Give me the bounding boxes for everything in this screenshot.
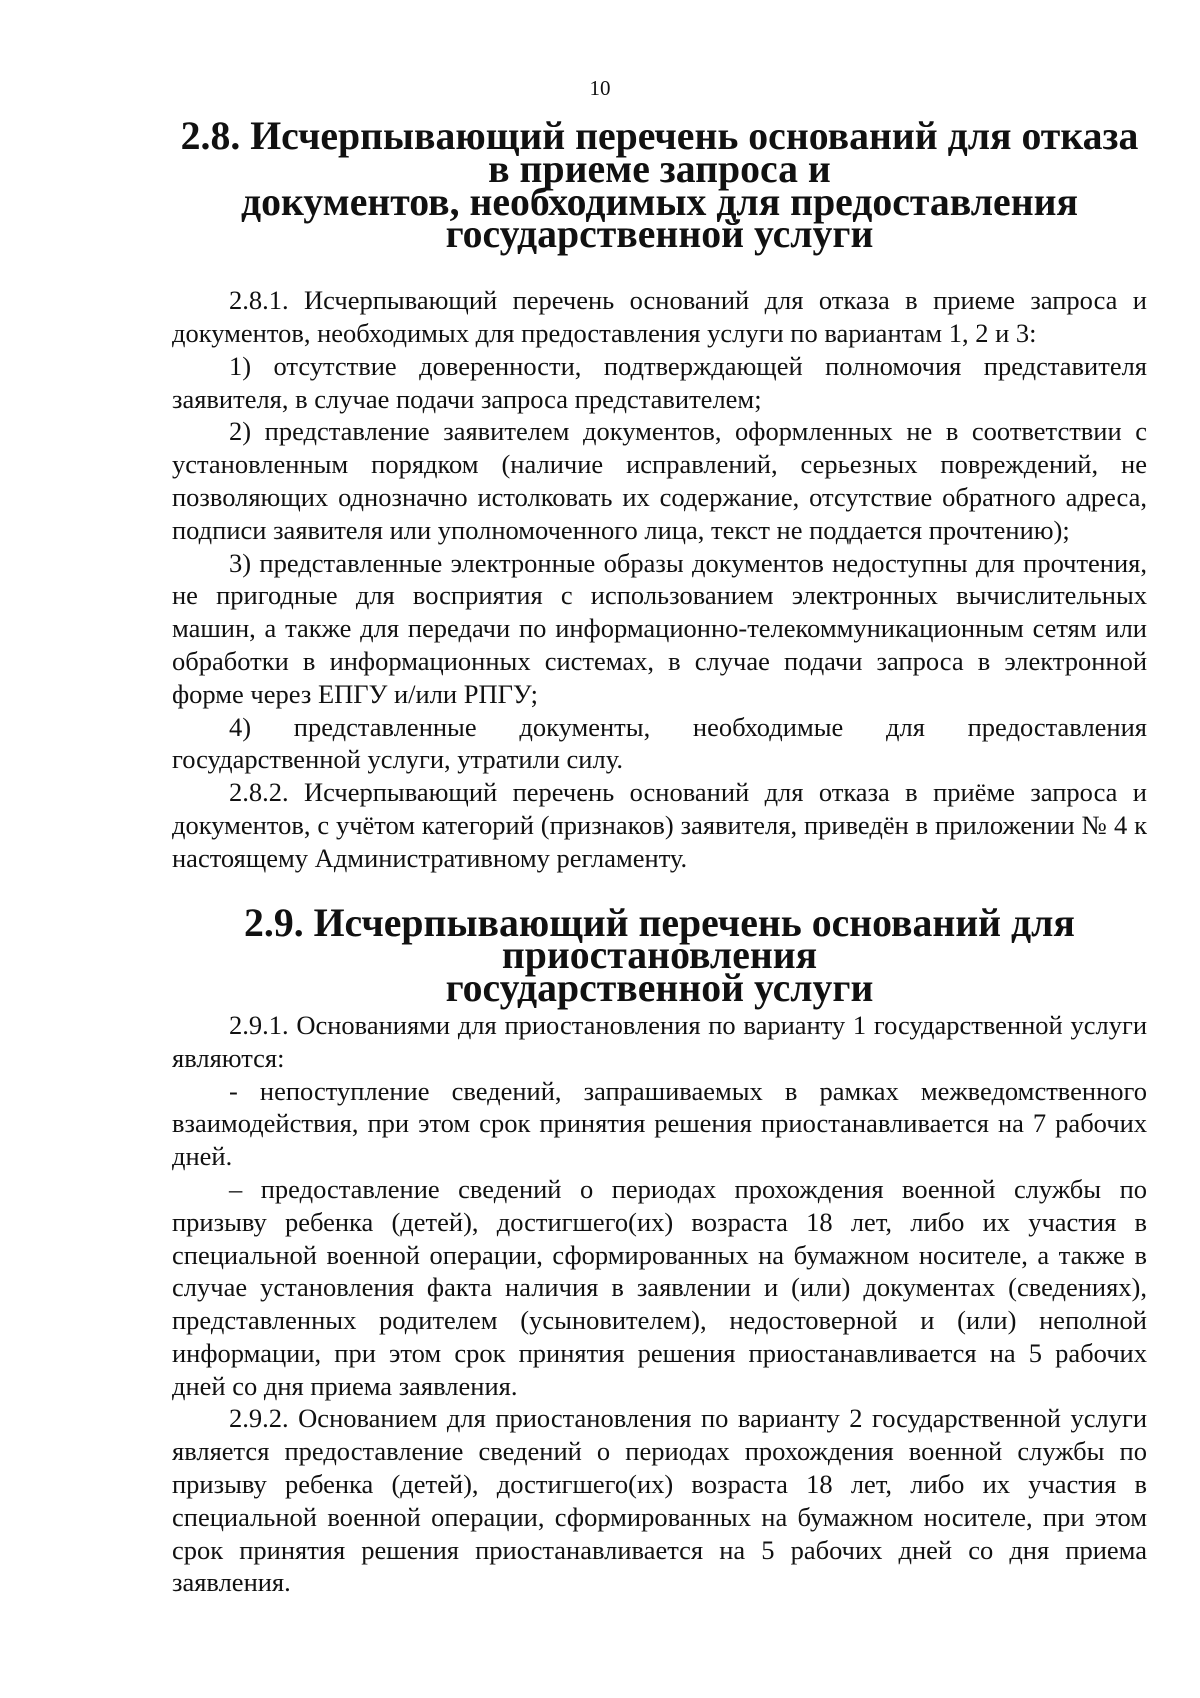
list-item-1: 1) отсутствие доверенности, подтверждающей полномочия представителя заявителя, в случае подачи запроса представителем; bbox=[172, 350, 1147, 414]
heading-line: 2.8. Исчерпывающий перечень оснований для отказа в приеме запроса и bbox=[180, 114, 1139, 191]
dash-item-2: – предоставление сведений о периодах прохождения военной службы по призыву ребенка (детей), достигшего(их) возраста 18 лет, либо их участия в специальной военной операции, сформированных на бумажном носителе, а также в случае установления факта наличия в заявлении и (или) документах (сведениях), представленных родителем (усыновителем), недостоверной и (или) неполной информации, при этом срок принятия решения приостанавливается на 5 рабочих дней со дня приема заявления. bbox=[172, 1173, 1147, 1401]
list-item-2: 2) представление заявителем документов, оформленных не в соответствии с установленным порядком (наличие исправлений, серьезных повреждений, не позволяющих однозначно истолковать их содержание, отсутствие обратного адреса, подписи заявителя или уполномоченного лица, текст не поддается прочтению); bbox=[172, 416, 1147, 545]
heading-line: государственной услуги bbox=[445, 966, 874, 1011]
paragraph-2-8-2: 2.8.2. Исчерпывающий перечень оснований для отказа в приёме запроса и документов, с учётом категорий (признаков) заявителя, приведён в приложении № 4 к настоящему Административному регламенту. bbox=[172, 777, 1147, 873]
list-item-3: 3) представленные электронные образы документов недоступны для прочтения, не пригодные для восприятия с использованием электронных вычислительных машин, а также для передачи по информационно-телекоммуникационным сетям или обработки в информационных системах, в случае подачи запроса в электронной форме через ЕПГУ и/или РПГУ; bbox=[172, 547, 1147, 709]
heading-line: документов, необходимых для предоставления государственной услуги bbox=[240, 179, 1079, 257]
section-2-8-heading bbox=[172, 114, 1147, 257]
paragraph-2-9-1: 2.9.1. Основаниями для приостановления по варианту 1 государственной услуги являются: bbox=[172, 1009, 1147, 1073]
section-2-9-heading bbox=[172, 900, 1147, 1011]
page-number: 10 bbox=[589, 76, 611, 100]
paragraph-2-8-1: 2.8.1. Исчерпывающий перечень оснований для отказа в приеме запроса и документов, необходимых для предоставления услуги по вариантам 1, 2 и 3: bbox=[172, 285, 1147, 348]
list-item-4: 4) представленные документы, необходимые для предоставления государственной услуги, утратили силу. bbox=[172, 711, 1147, 775]
document-body bbox=[172, 114, 1147, 1599]
dash-item-1: - непоступление сведений, запрашиваемых в рамках межведомственного взаимодействия, при этом срок принятия решения приостанавливается на 7 рабочих дней. bbox=[172, 1075, 1147, 1172]
paragraph-2-9-2: 2.9.2. Основанием для приостановления по варианту 2 государственной услуги является предоставление сведений о периодах прохождения военной службы по призыву ребенка (детей), достигшего(их) возраста 18 лет, либо их участия в специальной военной операции, сформированных на бумажном носителе, при этом срок принятия решения приостанавливается на 5 рабочих дней со дня приема заявления. bbox=[172, 1403, 1147, 1598]
heading-line: 2.9. Исчерпывающий перечень оснований для приостановления bbox=[244, 900, 1075, 978]
